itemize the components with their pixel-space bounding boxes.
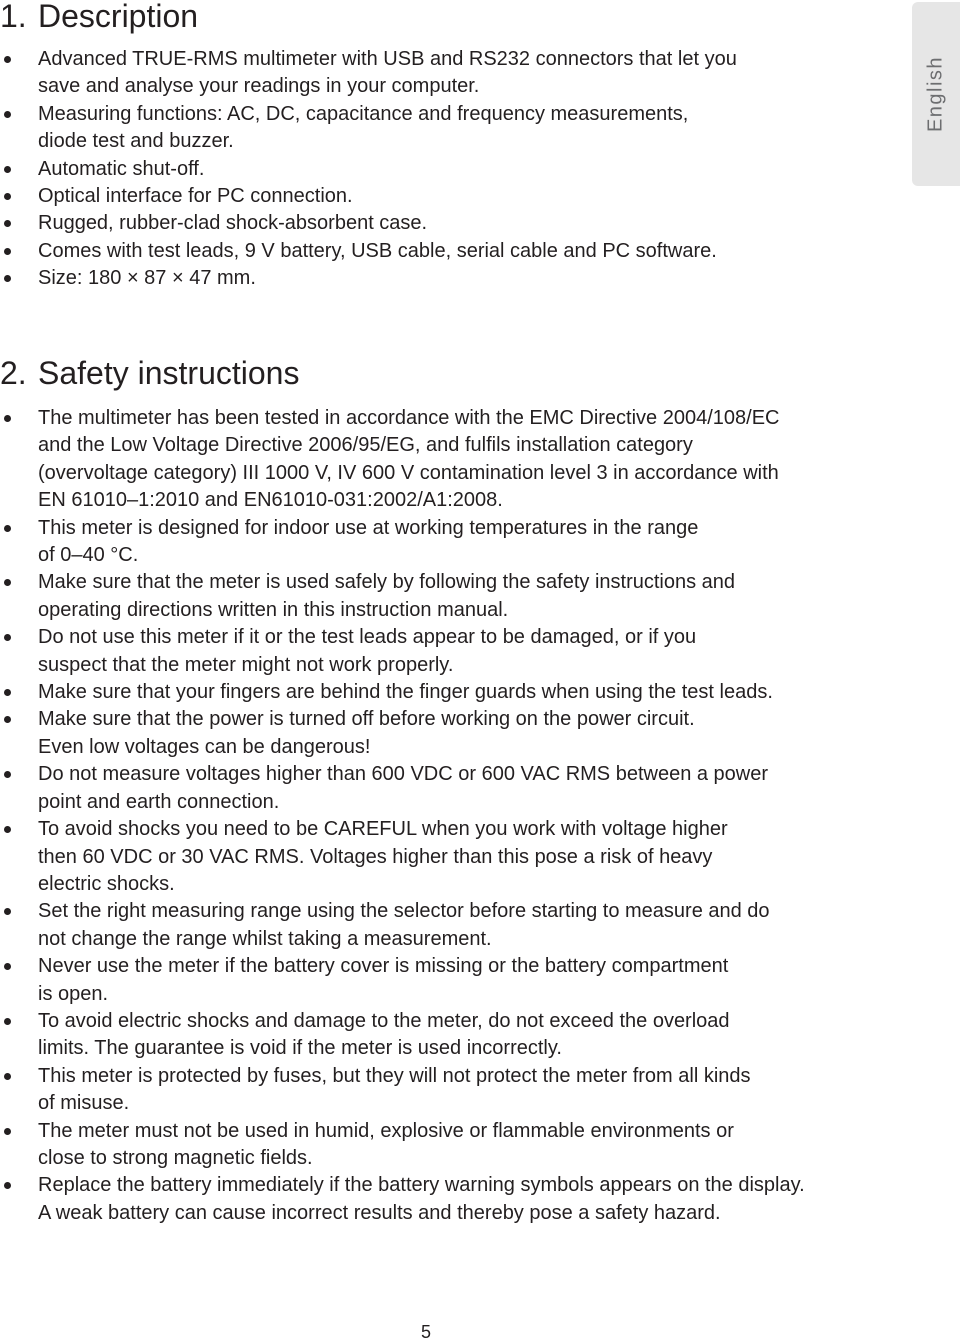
list-item [0,515,900,570]
list-item [0,156,900,183]
bullet-icon [4,689,11,696]
list-item-text: Replace the battery immediately if the battery warning symbols appears on the display. A weak battery can cause incorrect results and thereby pose a safety hazard. [38,1174,805,1224]
section-heading-safety [0,357,299,389]
list-item-text: Automatic shut-off. [38,157,205,180]
list-item [0,679,900,706]
section-number: 2. [0,355,27,391]
list-item-text: Rugged, rubber-clad shock-absorbent case. [38,212,428,235]
list-item [0,953,900,1008]
list-item [0,183,900,210]
list-item-text: Make sure that the meter is used safely by following the safety instructions and operating directions written in this instruction manual. [38,571,736,621]
page-number [0,1322,960,1343]
bullet-icon [4,1128,11,1135]
bullet-icon [4,634,11,641]
list-item-text: Make sure that your fingers are behind the finger guards when using the test leads. [38,681,773,704]
list-item [0,1008,900,1063]
bullet-icon [4,771,11,778]
list-item [0,101,900,156]
list-item-text: Measuring functions: AC, DC, capacitance and frequency measurements, diode test and buzzer. [38,102,689,153]
description-list [0,46,900,293]
bullet-icon [4,963,11,970]
bullet-icon [4,1073,11,1080]
list-item [0,761,900,816]
list-item [0,706,900,761]
list-item [0,210,900,237]
bullet-icon [4,716,11,723]
list-item-text: To avoid shocks you need to be CAREFUL when you work with voltage higher then 60 VDC or 30 VAC RMS. Voltages higher than this pose a risk of heavy electric shocks. [38,818,728,895]
list-item [0,1063,900,1118]
list-item-text: The multimeter has been tested in accordance with the EMC Directive 2004/108/EC and the Low Voltage Directive 2006/95/EG, and fulfils installation category (overvoltage category) III 1000 V, IV 600 V contamination level 3 in accordance with EN 61010–1:2010 and EN61010-031:2002/A1:2008. [38,407,780,512]
list-item [0,816,900,898]
list-item-text: Do not measure voltages higher than 600 VDC or 600 VAC RMS between a power point and earth connection. [38,763,769,813]
list-item-text: Never use the meter if the battery cover is missing or the battery compartment is open. [38,955,729,1005]
list-item-text: Optical interface for PC connection. [38,185,353,208]
section-title: Safety instructions [38,355,300,391]
language-tab [912,2,960,186]
bullet-icon [4,826,11,833]
list-item-text: Advanced TRUE-RMS multimeter with USB and RS232 connectors that let you save and analyse your readings in your computer. [38,48,737,98]
page-number-text: 5 [420,1322,431,1342]
list-item [0,569,900,624]
list-item [0,1172,900,1227]
bullet-icon [4,525,11,532]
list-item [0,265,900,292]
bullet-icon [4,908,11,915]
list-item-text: Size: 180 × 87 × 47 mm. [38,267,256,290]
section-title: Description [38,0,199,34]
bullet-icon [4,1182,11,1189]
list-item [0,1118,900,1173]
bullet-icon [4,56,11,63]
bullet-icon [4,248,11,255]
bullet-icon [4,415,11,422]
list-item [0,898,900,953]
bullet-icon [4,193,11,200]
list-item [0,46,900,101]
list-item [0,405,900,515]
list-item-text: Make sure that the power is turned off before working on the power circuit. Even low voltages can be dangerous! [38,708,695,758]
bullet-icon [4,579,11,586]
list-item-text: Set the right measuring range using the selector before starting to measure and do not change the range whilst taking a measurement. [38,900,770,950]
list-item-text: This meter is protected by fuses, but they will not protect the meter from all kinds of misuse. [38,1064,751,1115]
bullet-icon [4,275,11,282]
safety-list [0,405,900,1227]
list-item-text: To avoid electric shocks and damage to the meter, do not exceed the overload limits. The guarantee is void if the meter is used incorrectly. [38,1009,730,1060]
bullet-icon [4,220,11,227]
list-item-text: Comes with test leads, 9 V battery, USB cable, serial cable and PC software. [38,239,717,262]
section-number: 1. [0,0,27,34]
section-heading-description [0,0,198,32]
language-tab-label: English [924,55,947,133]
list-item [0,624,900,679]
list-item-text: The meter must not be used in humid, explosive or flammable environments or close to strong magnetic fields. [38,1119,734,1169]
bullet-icon [4,1018,11,1025]
list-item [0,238,900,265]
list-item-text: This meter is designed for indoor use at working temperatures in the range of 0–40 °C. [38,516,699,567]
list-item-text: Do not use this meter if it or the test leads appear to be damaged, or if you suspect that the meter might not work properly. [38,626,697,676]
bullet-icon [4,166,11,173]
bullet-icon [4,111,11,118]
